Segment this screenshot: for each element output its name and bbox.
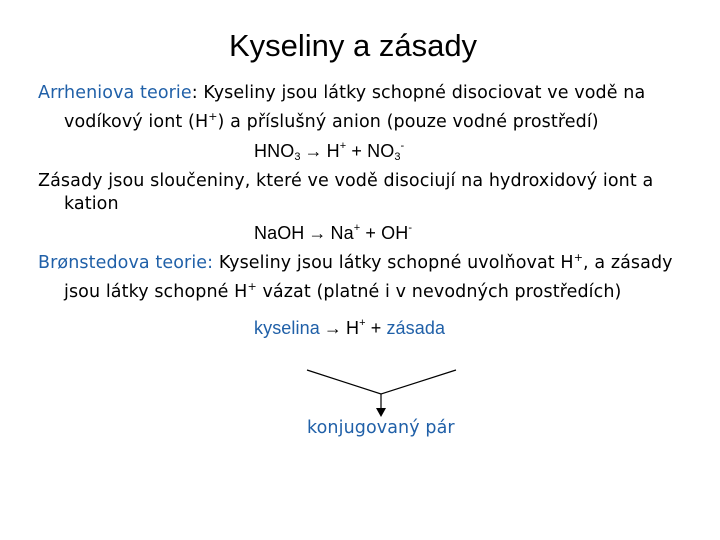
slide-title: Kyseliny a zásady bbox=[228, 28, 478, 63]
eq1-h-sup: + bbox=[339, 140, 347, 152]
eq2-plus-oh: + OH bbox=[365, 223, 409, 243]
eq1-no-sub: 3 bbox=[394, 151, 401, 163]
arrhenius-theory-name: Arrheniova teorie bbox=[38, 83, 192, 103]
eq2-na-sup: + bbox=[353, 222, 361, 234]
bronsted-paragraph bbox=[38, 246, 698, 304]
bases-paragraph: Zásady jsou sloučeniny, které ve vodě disociují na hydroxidový iont a kation bbox=[38, 171, 654, 214]
arrow-right-icon: → bbox=[304, 141, 323, 161]
eq3-h-sup: + bbox=[359, 317, 366, 329]
arrhenius-text: Kyseliny jsou látky schopné disociovat ve vodě na vodíkový iont (H bbox=[64, 83, 646, 132]
eq2-oh-sup: - bbox=[408, 222, 413, 234]
eq1-hno-sub: 3 bbox=[294, 151, 301, 163]
eq1-no-sup: - bbox=[400, 140, 405, 152]
bronsted-text-1: Kyseliny jsou látky schopné uvolňovat H bbox=[213, 253, 574, 273]
eq1-plus-no: + NO bbox=[351, 141, 395, 161]
eq3-h: H bbox=[345, 318, 360, 338]
arrhenius-colon: : bbox=[191, 83, 198, 103]
equation-acid-base bbox=[254, 312, 698, 340]
conjugate-pair-label: konjugovaný pár bbox=[307, 418, 455, 438]
bronsted-text-2: , a zásady jsou látky schopné H bbox=[64, 253, 673, 302]
eq2-na: Na bbox=[330, 223, 354, 243]
bronsted-h-sup-1: + bbox=[573, 251, 584, 264]
slide-body bbox=[38, 82, 698, 341]
bronsted-theory-name: Brønstedova teorie: bbox=[38, 253, 214, 273]
connector-line bbox=[307, 370, 456, 394]
arrow-right-icon: → bbox=[323, 318, 342, 338]
arrhenius-paragraph bbox=[38, 82, 698, 134]
eq3-acid: kyselina bbox=[254, 318, 320, 338]
arrhenius-text-end: ) a příslušný anion (pouze vodné prostředí) bbox=[217, 112, 599, 132]
equation-hno3 bbox=[254, 135, 698, 169]
eq3-base: zásada bbox=[386, 318, 446, 338]
arrhenius-h-sup: + bbox=[208, 110, 218, 123]
bronsted-text-3: vázat (platné i v nevodných prostředích) bbox=[256, 282, 622, 302]
bronsted-h-sup-2: + bbox=[247, 280, 257, 293]
arrow-down-icon bbox=[376, 408, 386, 417]
eq1-hno: HNO bbox=[254, 141, 295, 161]
arrow-right-icon: → bbox=[308, 223, 327, 243]
eq1-h: H bbox=[326, 141, 340, 161]
eq2-naoh: NaOH bbox=[254, 223, 305, 243]
eq3-plus: + bbox=[370, 318, 382, 338]
equation-naoh bbox=[254, 217, 698, 245]
